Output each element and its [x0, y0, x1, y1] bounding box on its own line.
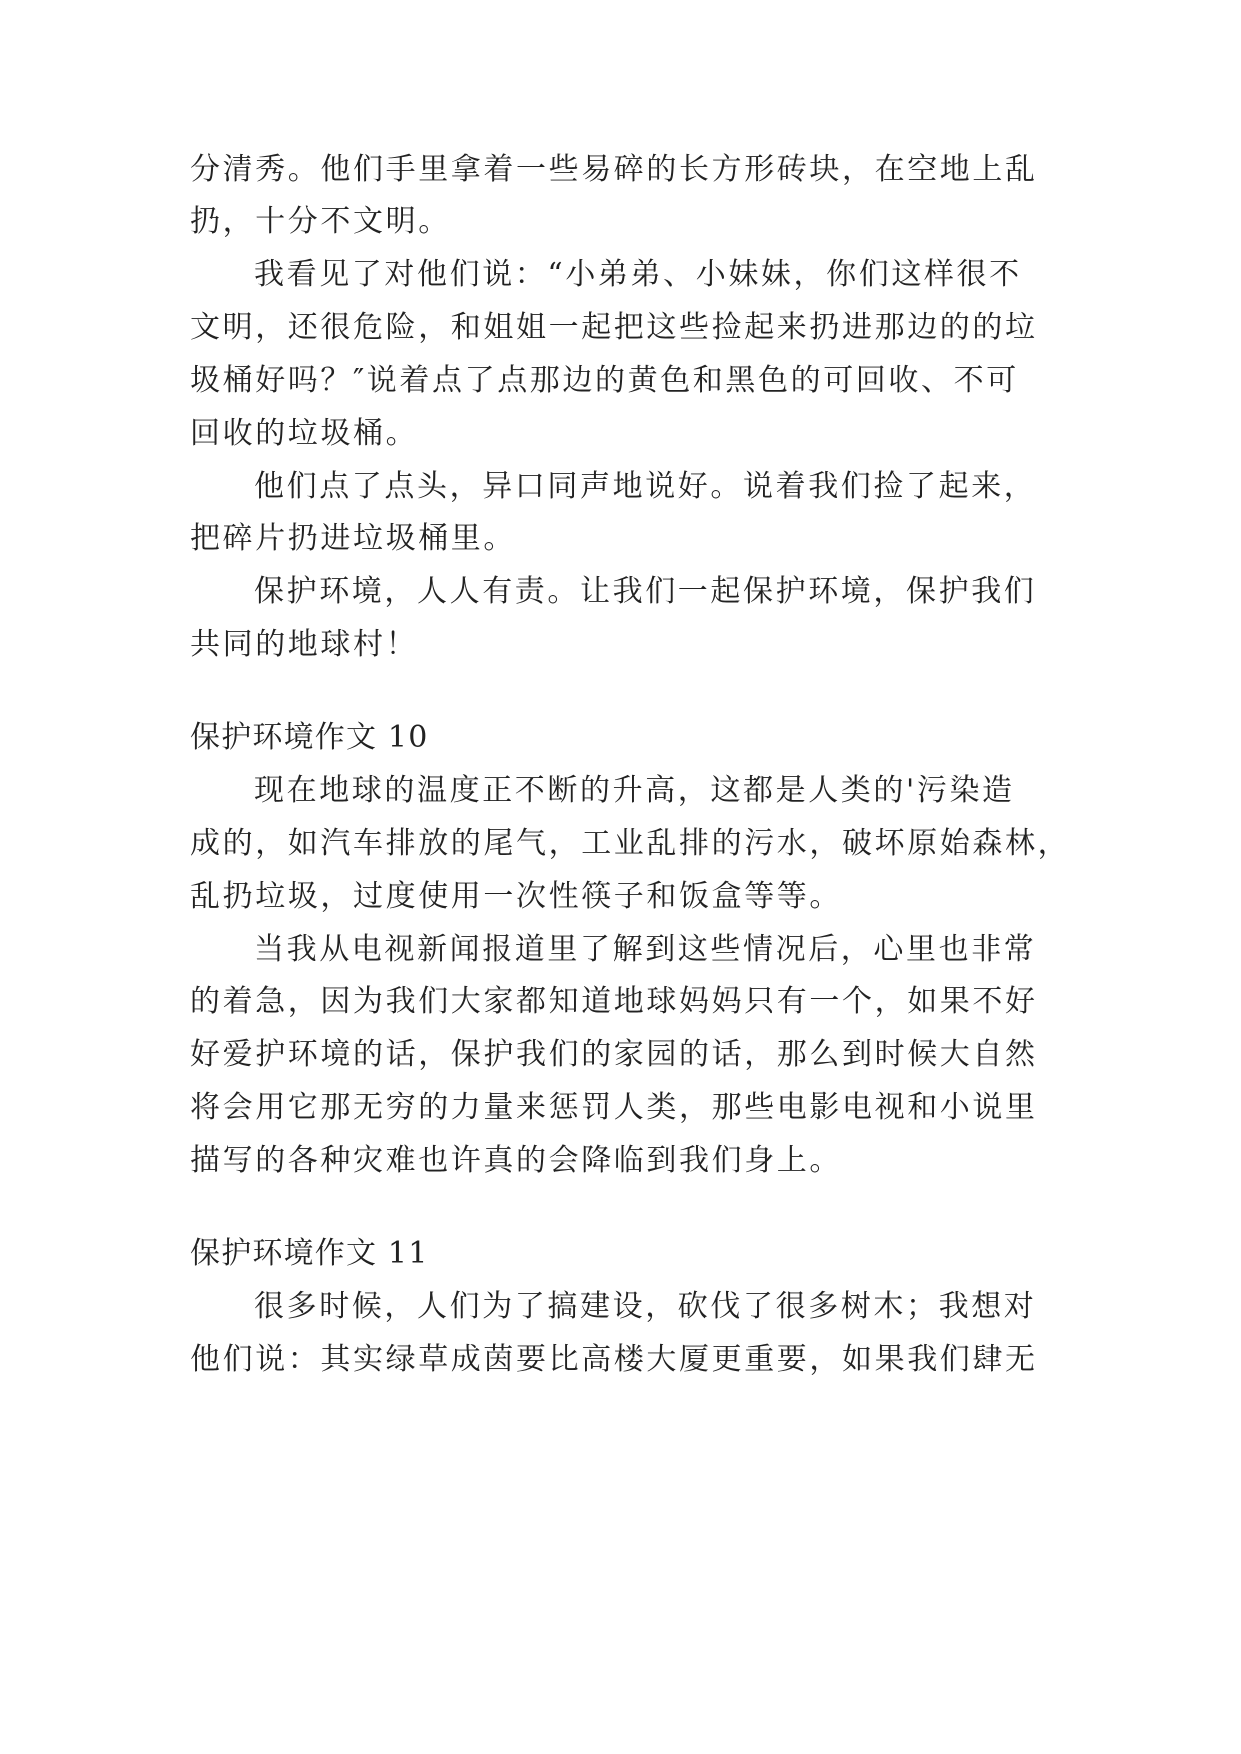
essay-11-title: 保护环境作文 11: [190, 1236, 429, 1271]
paragraph-line: 好爱护环境的话，保护我们的家园的话，那么到时候大自然: [190, 1037, 1038, 1072]
paragraph-line: 分清秀。他们手里拿着一些易碎的长方形砖块，在空地上乱: [190, 152, 1038, 187]
paragraph-line: 将会用它那无穷的力量来惩罚人类，那些电影电视和小说里: [190, 1090, 1038, 1125]
paragraph-line: 扔，十分不文明。: [190, 204, 451, 239]
paragraph-line: 回收的垃圾桶。: [190, 416, 419, 451]
paragraph-line: 文明，还很危险，和姐姐一起把这些捡起来扔进那边的的垃: [190, 310, 1038, 345]
paragraph-line: 他们说：其实绿草成茵要比高楼大厦更重要，如果我们肆无: [190, 1342, 1038, 1377]
paragraph-line: 把碎片扔进垃圾桶里。: [190, 521, 516, 556]
paragraph-line: 当我从电视新闻报道里了解到这些情况后，心里也非常: [254, 932, 1037, 967]
paragraph-line: 他们点了点头，异口同声地说好。说着我们捡了起来，: [254, 469, 1037, 504]
essay-10-title: 保护环境作文 10: [190, 720, 429, 755]
paragraph-line: 保护环境，人人有责。让我们一起保护环境，保护我们: [254, 574, 1037, 609]
paragraph-line: 很多时候，人们为了搞建设，砍伐了很多树木；我想对: [254, 1289, 1037, 1324]
paragraph-line: 圾桶好吗？″说着点了点那边的黄色和黑色的可回收、不可: [190, 363, 1019, 398]
paragraph-line: 共同的地球村！: [190, 627, 419, 662]
paragraph-line: 乱扔垃圾，过度使用一次性筷子和饭盒等等。: [190, 879, 842, 914]
paragraph-line: 描写的各种灾难也许真的会降临到我们身上。: [190, 1143, 842, 1178]
paragraph-line: 成的，如汽车排放的尾气，工业乱排的污水，破坏原始森林，: [190, 826, 1071, 861]
paragraph-line: 我看见了对他们说：“小弟弟、小妹妹，你们这样很不: [254, 257, 1022, 292]
paragraph-line: 现在地球的温度正不断的升高，这都是人类的'污染造: [254, 773, 1015, 808]
paragraph-line: 的着急，因为我们大家都知道地球妈妈只有一个，如果不好: [190, 984, 1038, 1019]
